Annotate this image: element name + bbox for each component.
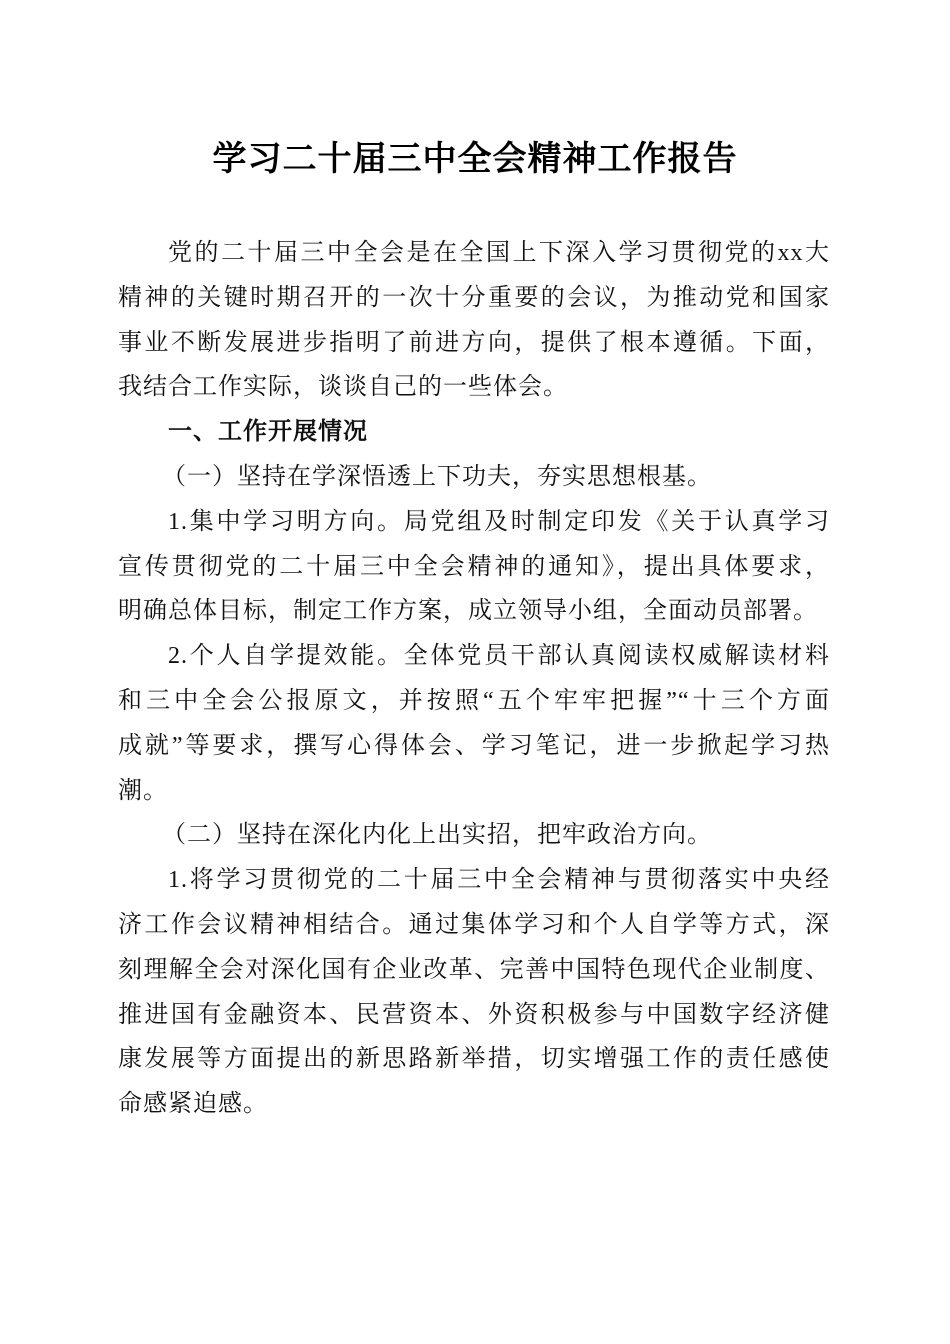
intro-paragraph [118, 231, 830, 410]
paragraph-line: 事业不断发展进步指明了前进方向，提供了根本遵循。下面， [118, 329, 830, 356]
paragraph-line: 1.将学习贯彻党的二十届三中全会精神与贯彻落实中央经 [168, 867, 830, 894]
paragraph-line: 成就”等要求，撰写心得体会、学习笔记，进一步掀起学习热 [118, 732, 830, 759]
item-paragraph [118, 500, 830, 634]
paragraph-line: 党的二十届三中全会是在全国上下深入学习贯彻党的xx大 [168, 240, 830, 266]
paragraph-line: 明确总体目标，制定工作方案，成立领导小组，全面动员部署。 [118, 598, 818, 625]
document-body [118, 231, 830, 1127]
paragraph-line: 1.集中学习明方向。局党组及时制定印发《关于认真学习 [168, 508, 830, 535]
subsection-heading: （一）坚持在学深悟透上下功夫，夯实思想根基。 [162, 463, 712, 490]
paragraph-line: 潮。 [118, 777, 168, 804]
subsection-heading: （二）坚持在深化内化上出实招，把牢政治方向。 [162, 822, 712, 849]
section-heading: 一、工作开展情况 [168, 418, 368, 446]
paragraph-line: 我结合工作实际，谈谈自己的一些体会。 [118, 374, 568, 401]
paragraph-line: 精神的关键时期召开的一次十分重要的会议，为推动党和国家 [118, 284, 830, 311]
item-paragraph [118, 634, 830, 813]
paragraph-line: 康发展等方面提出的新思路新举措，切实增强工作的责任感使 [118, 1046, 830, 1073]
paragraph-line: 推进国有金融资本、民营资本、外资积极参与中国数字经济健 [118, 1001, 830, 1028]
paragraph-line: 宣传贯彻党的二十届三中全会精神的通知》，提出具体要求， [118, 553, 830, 580]
paragraph-line: 刻理解全会对深化国有企业改革、完善中国特色现代企业制度、 [118, 956, 830, 983]
document-title: 学习二十届三中全会精神工作报告 [212, 141, 738, 178]
paragraph-line: 和三中全会公报原文，并按照“五个牢牢把握”“十三个方面 [118, 687, 830, 714]
paragraph-line: 命感紧迫感。 [118, 1091, 268, 1118]
item-paragraph [118, 858, 830, 1127]
paragraph-line: 2.个人自学提效能。全体党员干部认真阅读权威解读材料 [168, 643, 830, 670]
paragraph-line: 济工作会议精神相结合。通过集体学习和个人自学等方式，深 [118, 911, 830, 938]
